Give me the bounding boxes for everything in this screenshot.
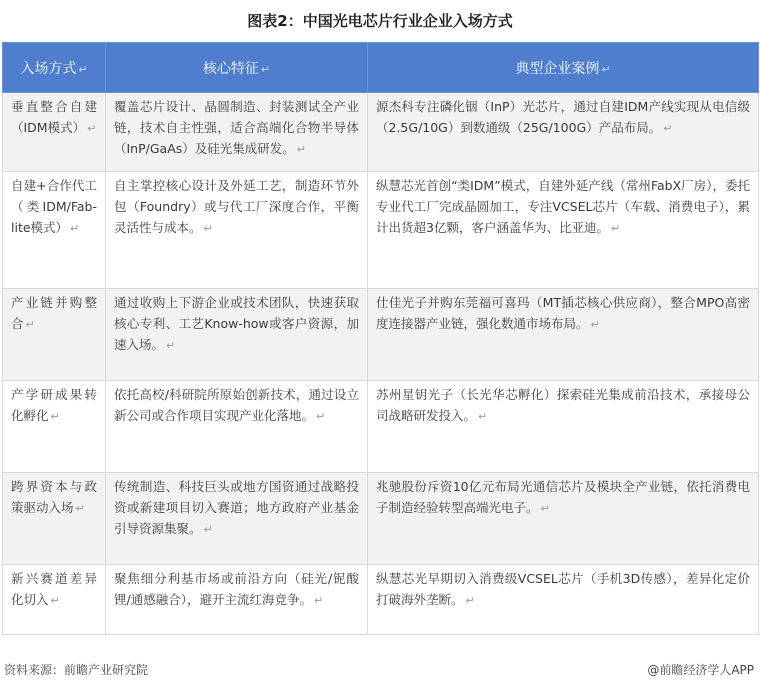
return-mark-icon: ↵ [260,62,271,76]
header-typical-case [368,43,759,93]
cell-text: 依托高校/科研院所原始创新技术，通过设立新公司或合作项目实现产业化落地。 [114,387,359,423]
return-mark-icon: ↵ [70,222,80,235]
return-mark-icon: ↵ [316,410,326,423]
return-mark-icon: ↵ [78,62,88,76]
header-label: 核心特征 [202,60,259,77]
cell-entry-mode [3,93,106,172]
cell-typical-case [368,289,759,381]
cell-typical-case [368,93,759,172]
cell-text: 仕佳光子并购东莞福可喜玛（MT插芯核心供应商），整合MPO高密度连接器产业链，强化数通市场布局。 [376,295,750,331]
return-mark-icon: ↵ [296,143,306,156]
cell-entry-mode [3,565,106,635]
cell-typical-case [368,473,759,565]
table-row [3,381,759,473]
return-mark-icon: ↵ [610,222,621,235]
cell-core-feature [106,565,368,635]
cell-typical-case [368,381,759,473]
header-label: 入场方式 [20,60,77,77]
return-mark-icon: ↵ [540,502,550,515]
cell-typical-case [368,172,759,289]
cell-core-feature [106,289,368,381]
cell-text: 产学研成果转化孵化 [11,387,97,423]
return-mark-icon: ↵ [25,318,35,331]
return-mark-icon: ↵ [87,122,97,135]
table-header-row [3,43,759,93]
return-mark-icon: ↵ [75,502,85,515]
table-row [3,172,759,289]
cell-text: 自建+合作代工（类IDM/Fab-lite模式） [11,178,97,235]
cell-text: 通过收购上下游企业或技术团队，快速获取核心专利、工艺Know-how或客户资源，加速入场。 [114,295,359,352]
cell-text: 苏州星钥光子（长光华芯孵化）探索硅光集成前沿技术，承接母公司战略研发投入。 [376,387,750,423]
return-mark-icon: ↵ [601,62,611,76]
table-row [3,93,759,172]
cell-core-feature [106,172,368,289]
cell-text: 传统制造、科技巨头或地方国资通过战略投资或新建项目切入赛道；地方政府产业基金引导资源集聚。 [114,479,359,536]
cell-text: 产业链并购整合 [11,295,97,331]
return-mark-icon: ↵ [166,339,176,352]
source-note: 资料来源：前瞻产业研究院 [4,663,149,677]
cell-core-feature [106,381,368,473]
cell-core-feature [106,93,368,172]
header-core-feature [106,43,368,93]
return-mark-icon: ↵ [590,318,600,331]
cell-core-feature [106,473,368,565]
return-mark-icon: ↵ [478,410,488,423]
cell-text: 纵慧芯光早期切入消费级VCSEL芯片（手机3D传感），差异化定价打破海外垄断。 [376,571,750,607]
return-mark-icon: ↵ [50,410,60,423]
cell-text: 源杰科专注磷化铟（InP）光芯片，通过自建IDM产线实现从电信级（2.5G/10G）到数通级（25G/100G）产品布局。 [376,99,750,135]
cell-text: 新兴赛道差异化切入 [11,571,97,607]
header-entry-mode [3,43,106,93]
cell-entry-mode [3,289,106,381]
cell-entry-mode [3,473,106,565]
return-mark-icon: ↵ [50,594,60,607]
cell-text: 兆驰股份斥资10亿元布局光通信芯片及模块全产业链，依托消费电子制造经验转型高端光电子。 [376,479,750,515]
brand-label: @前瞻经济学人APP [647,663,754,677]
return-mark-icon: ↵ [465,594,475,607]
cell-text: 垂直整合自建（IDM模式） [11,99,97,135]
cell-text: 聚焦细分利基市场或前沿方向（硅光/铌酸锂/通感融合），避开主流红海竞争。 [114,571,359,607]
cell-entry-mode [3,172,106,289]
cell-text: 自主掌控核心设计及外延工艺，制造环节外包（Foundry）或与代工厂深度合作，平衡灵活性与成本。 [114,178,359,235]
table-row [3,473,759,565]
return-mark-icon: ↵ [313,594,324,607]
table-row [3,565,759,635]
cell-entry-mode [3,381,106,473]
return-mark-icon: ↵ [663,122,673,135]
return-mark-icon: ↵ [203,222,213,235]
cell-text: 覆盖芯片设计、晶圆制造、封装测试全产业链，技术自主性强，适合高端化合物半导体（InP/GaAs）及硅光集成研发。 [114,99,359,156]
cell-typical-case [368,565,759,635]
cell-text: 跨界资本与政策驱动入场 [11,479,97,515]
table-row [3,289,759,381]
page-title: 图表2：中国光电芯片行业企业入场方式 [247,12,513,30]
header-label: 典型企业案例 [515,60,600,77]
return-mark-icon: ↵ [203,523,213,536]
cell-text: 纵慧芯光首创“类IDM”模式，自建外延产线（常州FabX厂房），委托专业代工厂完成晶圆加工，专注VCSEL芯片（车载、消费电子），累计出货超3亿颗，客户涵盖华为、比亚迪。 [376,178,750,235]
entry-mode-table [2,42,759,635]
